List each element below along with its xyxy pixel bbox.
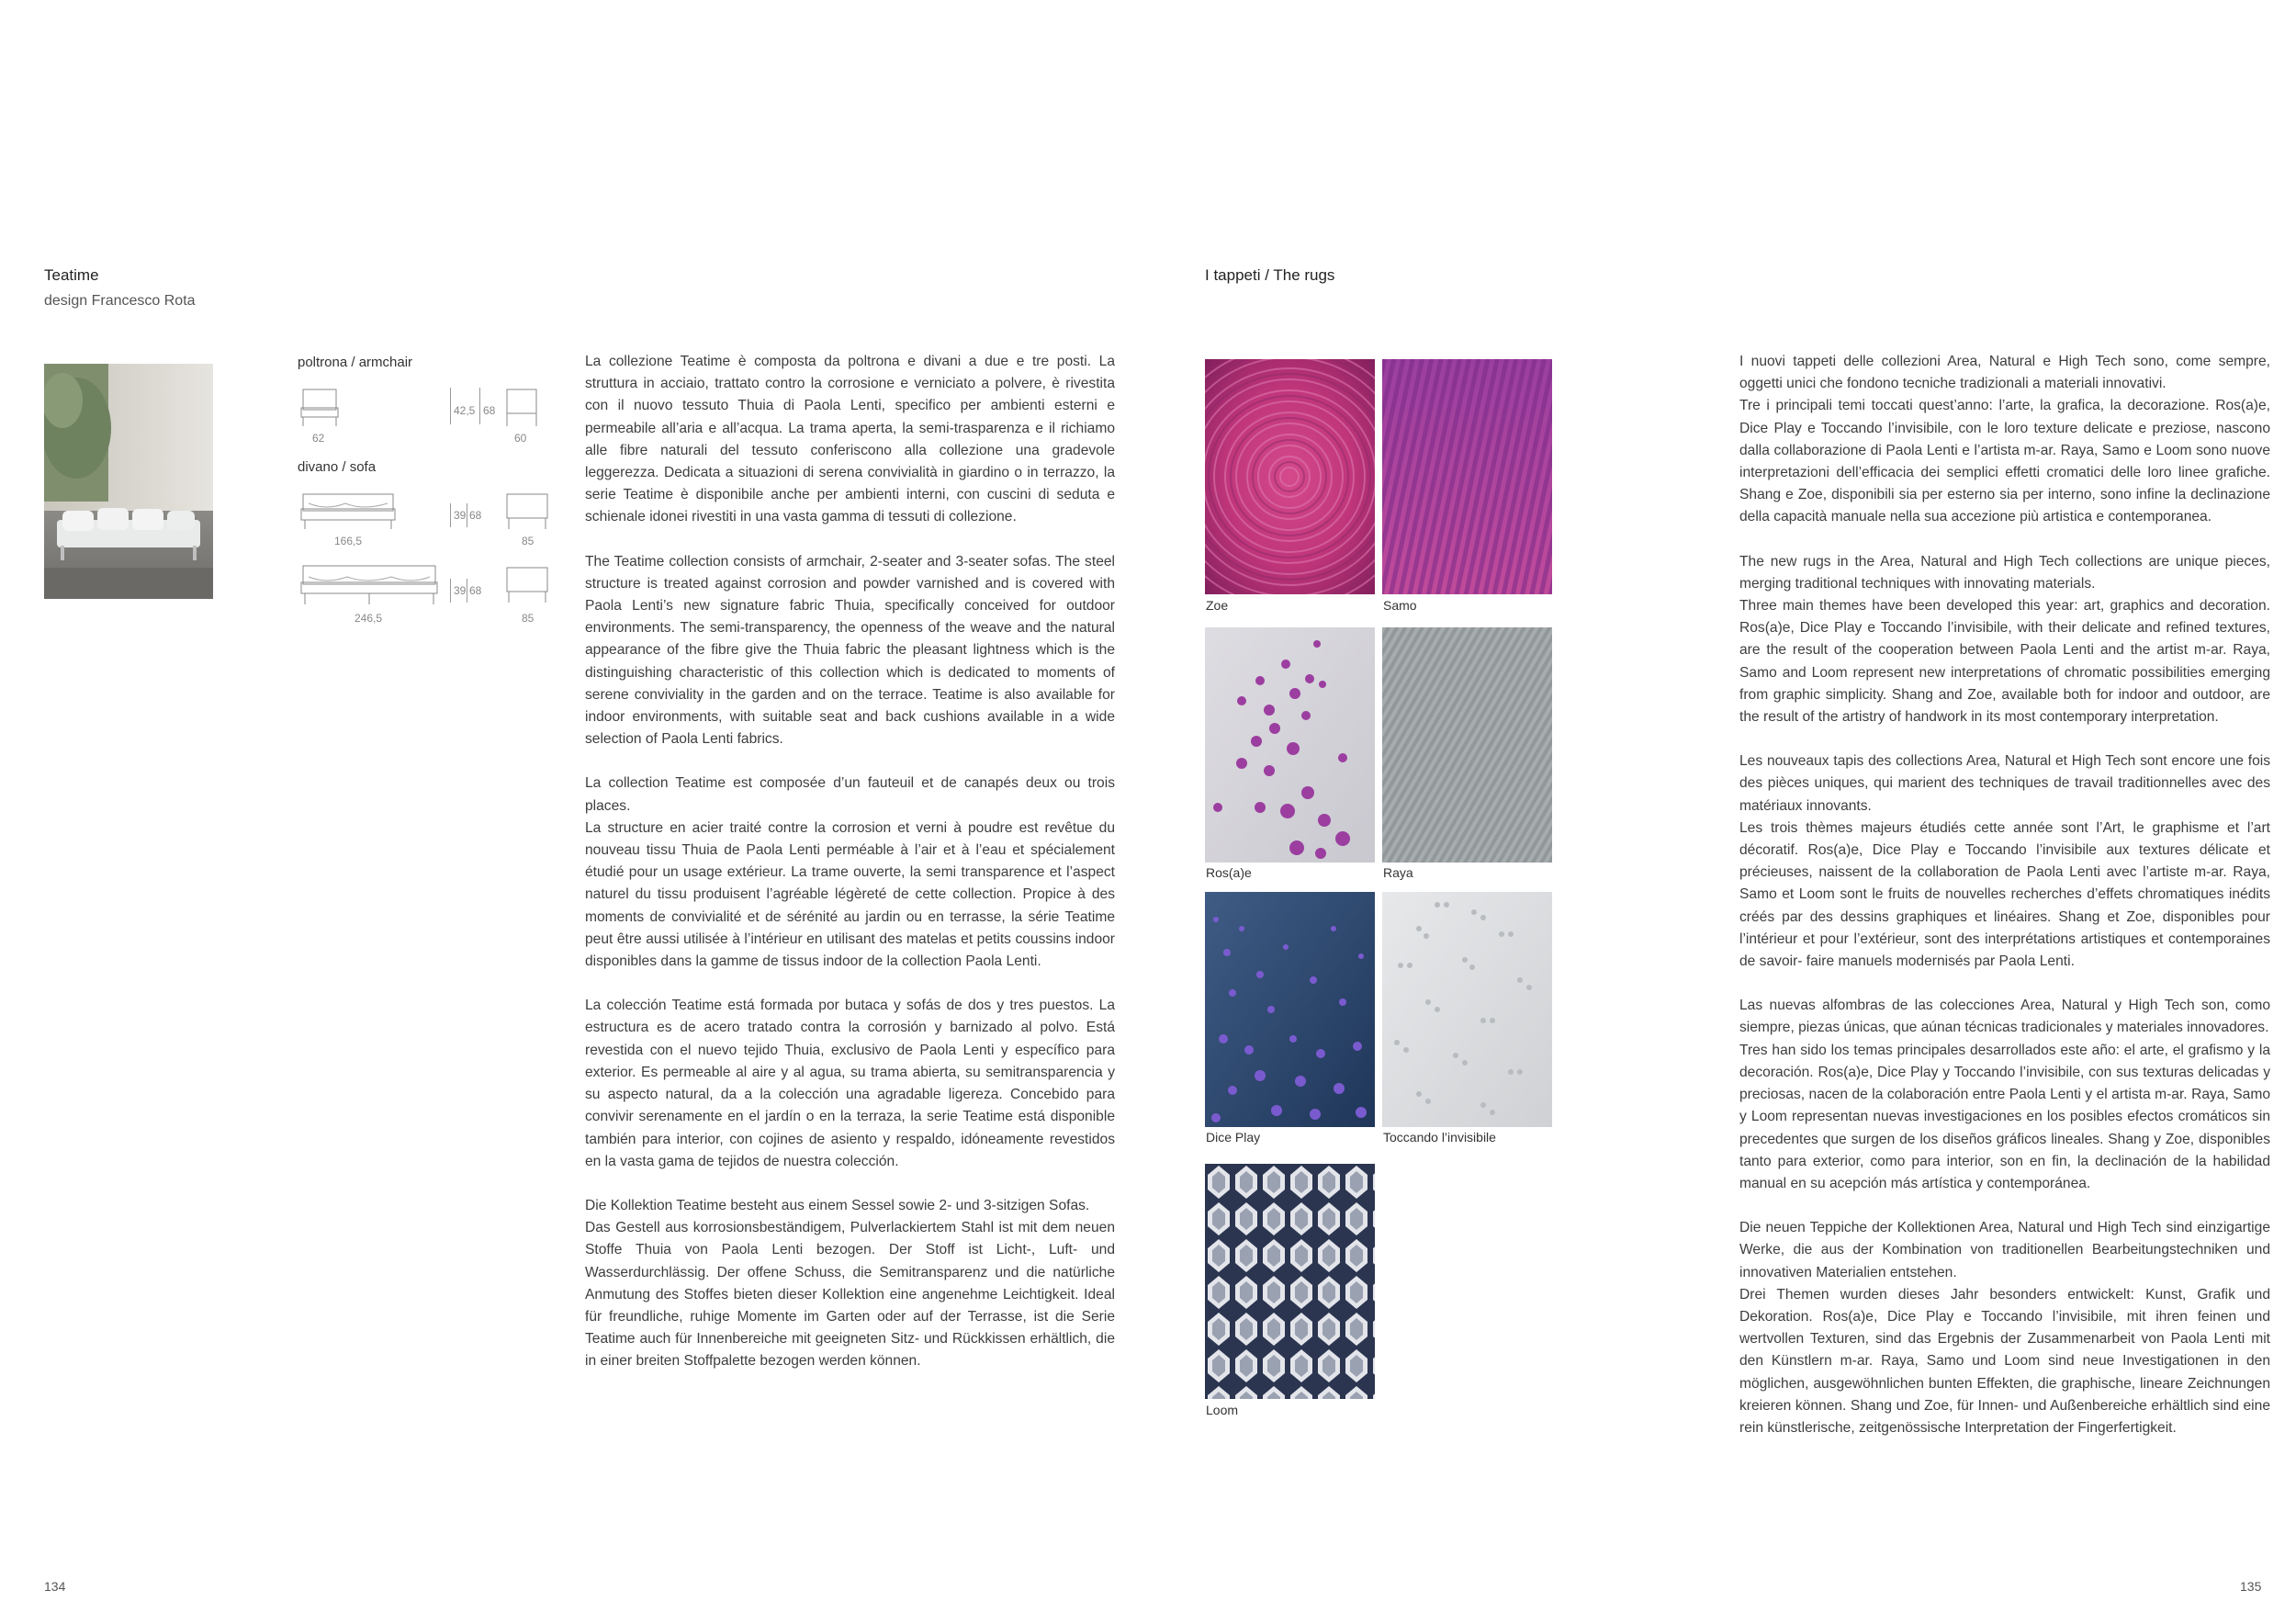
dimension-line (450, 579, 451, 603)
paragraph-spanish: Tres han sido los temas principales desarrollados este año: el arte, el grafismo y la decoración. Ros(a)e, Dice Play y Toccando l’invisibile, con sus texturas delicadas y preciosas, nacen de la colaboración entre Paola Lenti y el artista m-ar. Raya, Samo y Loom representan nuevas investigaciones en los posibles efectos cromáticos sin precedentes que surgen de los diseños gráficos lineales. Shang y Zoe, disponibles tanto para exterior, como para interior, son en fin, la declinación de la habilidad manual en su acepción más artística y contemporánea. (1739, 1042, 2270, 1191)
page-number-left: 134 (44, 1579, 66, 1594)
paragraph-italian: Tre i principali temi toccati quest’anno: l’arte, la grafica, la decorazione. Ros(a)e, Dice Play e Toccando l’invisibile, con le loro texture delicate e preziose, nascono dalla collaborazione di Paola Lenti e l’artista m-ar. Raya, Samo e Loom sono nuove interpretazioni dell’efficacia dei semplici effetti cromatici delle loro linee grafiche. Shang e Zoe, disponibili sia per esterno sia per interno, sono infine la declinazione della capacità manuale nella sua accezione più artistica e contemporanea. (1739, 398, 2270, 525)
rugs-description (1739, 351, 2270, 1461)
rug-loom-image (1205, 1164, 1375, 1399)
product-title: Teatime (44, 266, 99, 284)
rug-caption-loom: Loom (1206, 1403, 1239, 1417)
armchair-front-drawing (299, 386, 340, 430)
sofa-3seat-height: 68 (469, 584, 482, 597)
rug-raya-image (1382, 627, 1552, 863)
armchair-seat-height: 42,5 (454, 404, 476, 417)
rug-toccando-image (1382, 892, 1552, 1127)
teatime-sofa-photo (44, 364, 213, 599)
paragraph-french-intro: La collection Teatime est composée d’un fauteuil et de canapés deux ou trois places. (585, 775, 1115, 814)
paragraph-french: La structure en acier traité contre la corrosion et verni à poudre est revêtue du nouveau tissu Thuia de Paola Lenti perméable à l’air et à l’eau et spécialement étudié pour un usage extérieur. La trame ouverte, la semi transparence et l’aspect naturel du tissu produisent l’agréable légèreté de cette collection. Propice à des moments de convivialité et de sérénité au jardin ou en terrasse, la série Teatime peut être aussi utilisée à l’intérieur en utilisant des matelas et petits coussins indoor disponibles dans la gamme de tissus indoor de la collection Paola Lenti. (585, 819, 1115, 970)
paragraph-italian-intro: I nuovi tappeti delle collezioni Area, Natural e High Tech sono, come sempre, oggetti unici che fondono tecniche tradizionali a materiali innovativi. (1739, 354, 2270, 392)
rug-caption-toccando: Toccando l’invisibile (1383, 1130, 1496, 1145)
sofa-label: divano / sofa (298, 459, 377, 475)
rug-zoe-image (1205, 359, 1375, 594)
rug-caption-samo: Samo (1383, 598, 1417, 613)
sofa-3seat-depth: 85 (522, 612, 535, 625)
rug-rosae-image (1205, 627, 1375, 863)
dimension-line (450, 388, 451, 424)
paragraph-english: Three main themes have been developed this year: art, graphics and decoration. Ros(a)e, Dice Play e Toccando l’invisibile, with their delicate and refined textures, are the result of the cooperation between Paola Lenti and the artist m-ar. Raya, Samo and Loom represent new interpretations of chromatic possibilities emerging from graphic simplicity. Shang and Zoe, available both for indoor and outdoor, are the result of the artistry of handwork in its most contemporary interpretation. (1739, 598, 2270, 726)
rug-samo-image (1382, 359, 1552, 594)
dimension-line (450, 503, 451, 527)
paragraph-german-intro: Die Kollektion Teatime besteht aus einem Sessel sowie 2- und 3-sitzigen Sofas. (585, 1197, 1090, 1213)
sofa-3seat-side-drawing (503, 564, 551, 606)
sofa-2seat-seat-height: 39 (454, 509, 467, 522)
paragraph-french-intro: Les nouveaux tapis des collections Area, Natural et High Tech sont encore une fois des pièces uniques, qui marient des techniques de travail traditionnelles avec des matériaux innovants. (1739, 753, 2270, 814)
paragraph-spanish-intro: Las nuevas alfombras de las colecciones Area, Natural y High Tech son, como siempre, piezas únicas, que aúnan técnicas tradicionales y materiales innovadores. (1739, 998, 2270, 1036)
paragraph-french: Les trois thèmes majeurs étudiés cette année sont l’Art, le graphisme et l’art décoratif. Ros(a)e, Dice Play e Toccando l’invisibile aux textures délicate et précieuses, naissent de la collaboration de Paola Lenti avec l’artiste m-ar. Raya, Samo et Loom sont le fruits de nouvelles recherches d’effets chromatiques inédits créés par des dessins graphiques et linéaires. Shang et Zoe, disponibles pour l’intérieur et pour l’extérieur, sont des interprétations artistiques et contemporaines de savoir- faire manuels modernisés par Paola Lenti. (1739, 819, 2270, 970)
rug-caption-raya: Raya (1383, 865, 1413, 880)
sofa-3seat-width: 246,5 (355, 612, 383, 625)
paragraph-italian: La collezione Teatime è composta da poltrona e divani a due e tre posti. La struttura in acciaio, trattato contro la corrosione e verniciato a polvere, è rivestita con il nuovo tessuto Thuia di Paola Lenti, specifico per ambienti esterni e permeabile all’aria e all’acqua. La trama aperta, la semi-trasparenza e il richiamo alle fibre naturali del tessuto conferiscono alla collezione una gradevole leggerezza. Dedicata a situazioni di serena convivialità in giardino o in terrazzo, la serie Teatime è disponibile anche per ambienti interni, con cuscini di seduta e schienale idonei rivestiti in una vasta gamma di tessuti di collezione. (585, 354, 1115, 525)
armchair-width: 62 (312, 432, 325, 445)
designer-credit: design Francesco Rota (44, 293, 196, 309)
page-number-right: 135 (2240, 1579, 2262, 1594)
paragraph-german: Drei Themen wurden dieses Jahr besonders entwickelt: Kunst, Grafik und Dekoration. Ros(a)e, Dice Play e Toccando l’invisibile, mit ihren feinen und wertvollen Texturen, sind das Ergebnis der Zusammenarbeit von Paola Lenti mit den Künstlern m-ar. Raya, Samo und Loom sind neue Investigationen in den möglichen, ausgewöhnlichen bunten Effekten, die graphische, lineare Zeichnungen kreieren können. Shang und Zoe, für Innen- und Außenbereiche erhältlich sind eine rein künstlerische, zeitgenössische Interpretation der Fingerfertigkeit. (1739, 1286, 2270, 1436)
sofa-2seat-side-drawing (503, 491, 551, 533)
armchair-height: 68 (483, 404, 496, 417)
sofa-2seat-height: 68 (469, 509, 482, 522)
section-title: I tappeti / The rugs (1205, 266, 1335, 284)
paragraph-german: Das Gestell aus korrosionsbeständigem, Pulverlackiertem Stahl ist mit dem neuen Stoffe Thuia von Paola Lenti bezogen. Der Stoff ist Licht-, Luft- und Wasserdurchlässig. Der offene Schuss, die Semitransparenz und die natürliche Anmutung des Stoffes bieten dieser Kollektion eine angenehme Leichtigkeit. Ideal für freundliche, ruhige Momente im Garten oder auf der Terrasse, ist die Serie Teatime auch für Innenbereiche mit geeigneten Sitz- und Rückkissen erhältlich, die in einer breiten Stoffpalette bezogen werden können. (585, 1220, 1115, 1370)
teatime-description (585, 351, 1115, 1395)
paragraph-english: The Teatime collection consists of armchair, 2-seater and 3-seater sofas. The steel structure is treated against corrosion and powder varnished and is covered with Paola Lenti’s new signature fabric Thuia, specifically conceived for outdoor environments. The semi-transparency, the openness of the weave and the natural appearance of the fibre give the Thuia fabric the pleasant lightness which is the distinguishing characteristic of this collection which is dedicated to moments of serene conviviality in the garden and on the terrace. Teatime is also available for indoor environments, with suitable seat and back cushions available in a wide selection of Paola Lenti fabrics. (585, 553, 1115, 748)
rug-caption-dice-play: Dice Play (1206, 1130, 1261, 1145)
rug-caption-zoe: Zoe (1206, 598, 1229, 613)
paragraph-german-intro: Die neuen Teppiche der Kollektionen Area, Natural und High Tech sind einzigartige Werke, die aus der Kombination von traditionellen Bearbeitungstechniken und innovativen Materialien entstehen. (1739, 1220, 2270, 1280)
dimension-line (479, 388, 480, 424)
sofa-2seat-front-drawing (299, 491, 397, 533)
armchair-depth: 60 (514, 432, 527, 445)
paragraph-english-intro: The new rugs in the Area, Natural and High Tech collections are unique pieces, merging traditional techniques with innovating materials. (1739, 553, 2270, 592)
armchair-side-drawing (503, 386, 542, 430)
sofa-2seat-width: 166,5 (334, 535, 363, 547)
rug-dice-play-image (1205, 892, 1375, 1127)
rug-caption-rosae: Ros(a)e (1206, 865, 1252, 880)
sofa-2seat-depth: 85 (522, 535, 535, 547)
paragraph-spanish: La colección Teatime está formada por butaca y sofás de dos y tres puestos. La estructura es de acero tratado contra la corrosión y barnizado al polvo. Está revestida con el nuevo tejido Thuia, exclusivo de Paola Lenti y específico para exterior. Es permeable al aire y al agua, su trama abierta, su semitransparencia y su aspecto natural, da a la colección una agradable ligereza. Concebido para convivir serenamente en el jardín o en la terraza, la serie Teatime está disponible también para interior, con cojines de asiento y respaldo, idóneamente revestidos en la vasta gama de tejidos de nuestra colección. (585, 998, 1115, 1169)
sofa-3seat-front-drawing (299, 562, 439, 608)
sofa-3seat-seat-height: 39 (454, 584, 467, 597)
armchair-label: poltrona / armchair (298, 355, 413, 370)
